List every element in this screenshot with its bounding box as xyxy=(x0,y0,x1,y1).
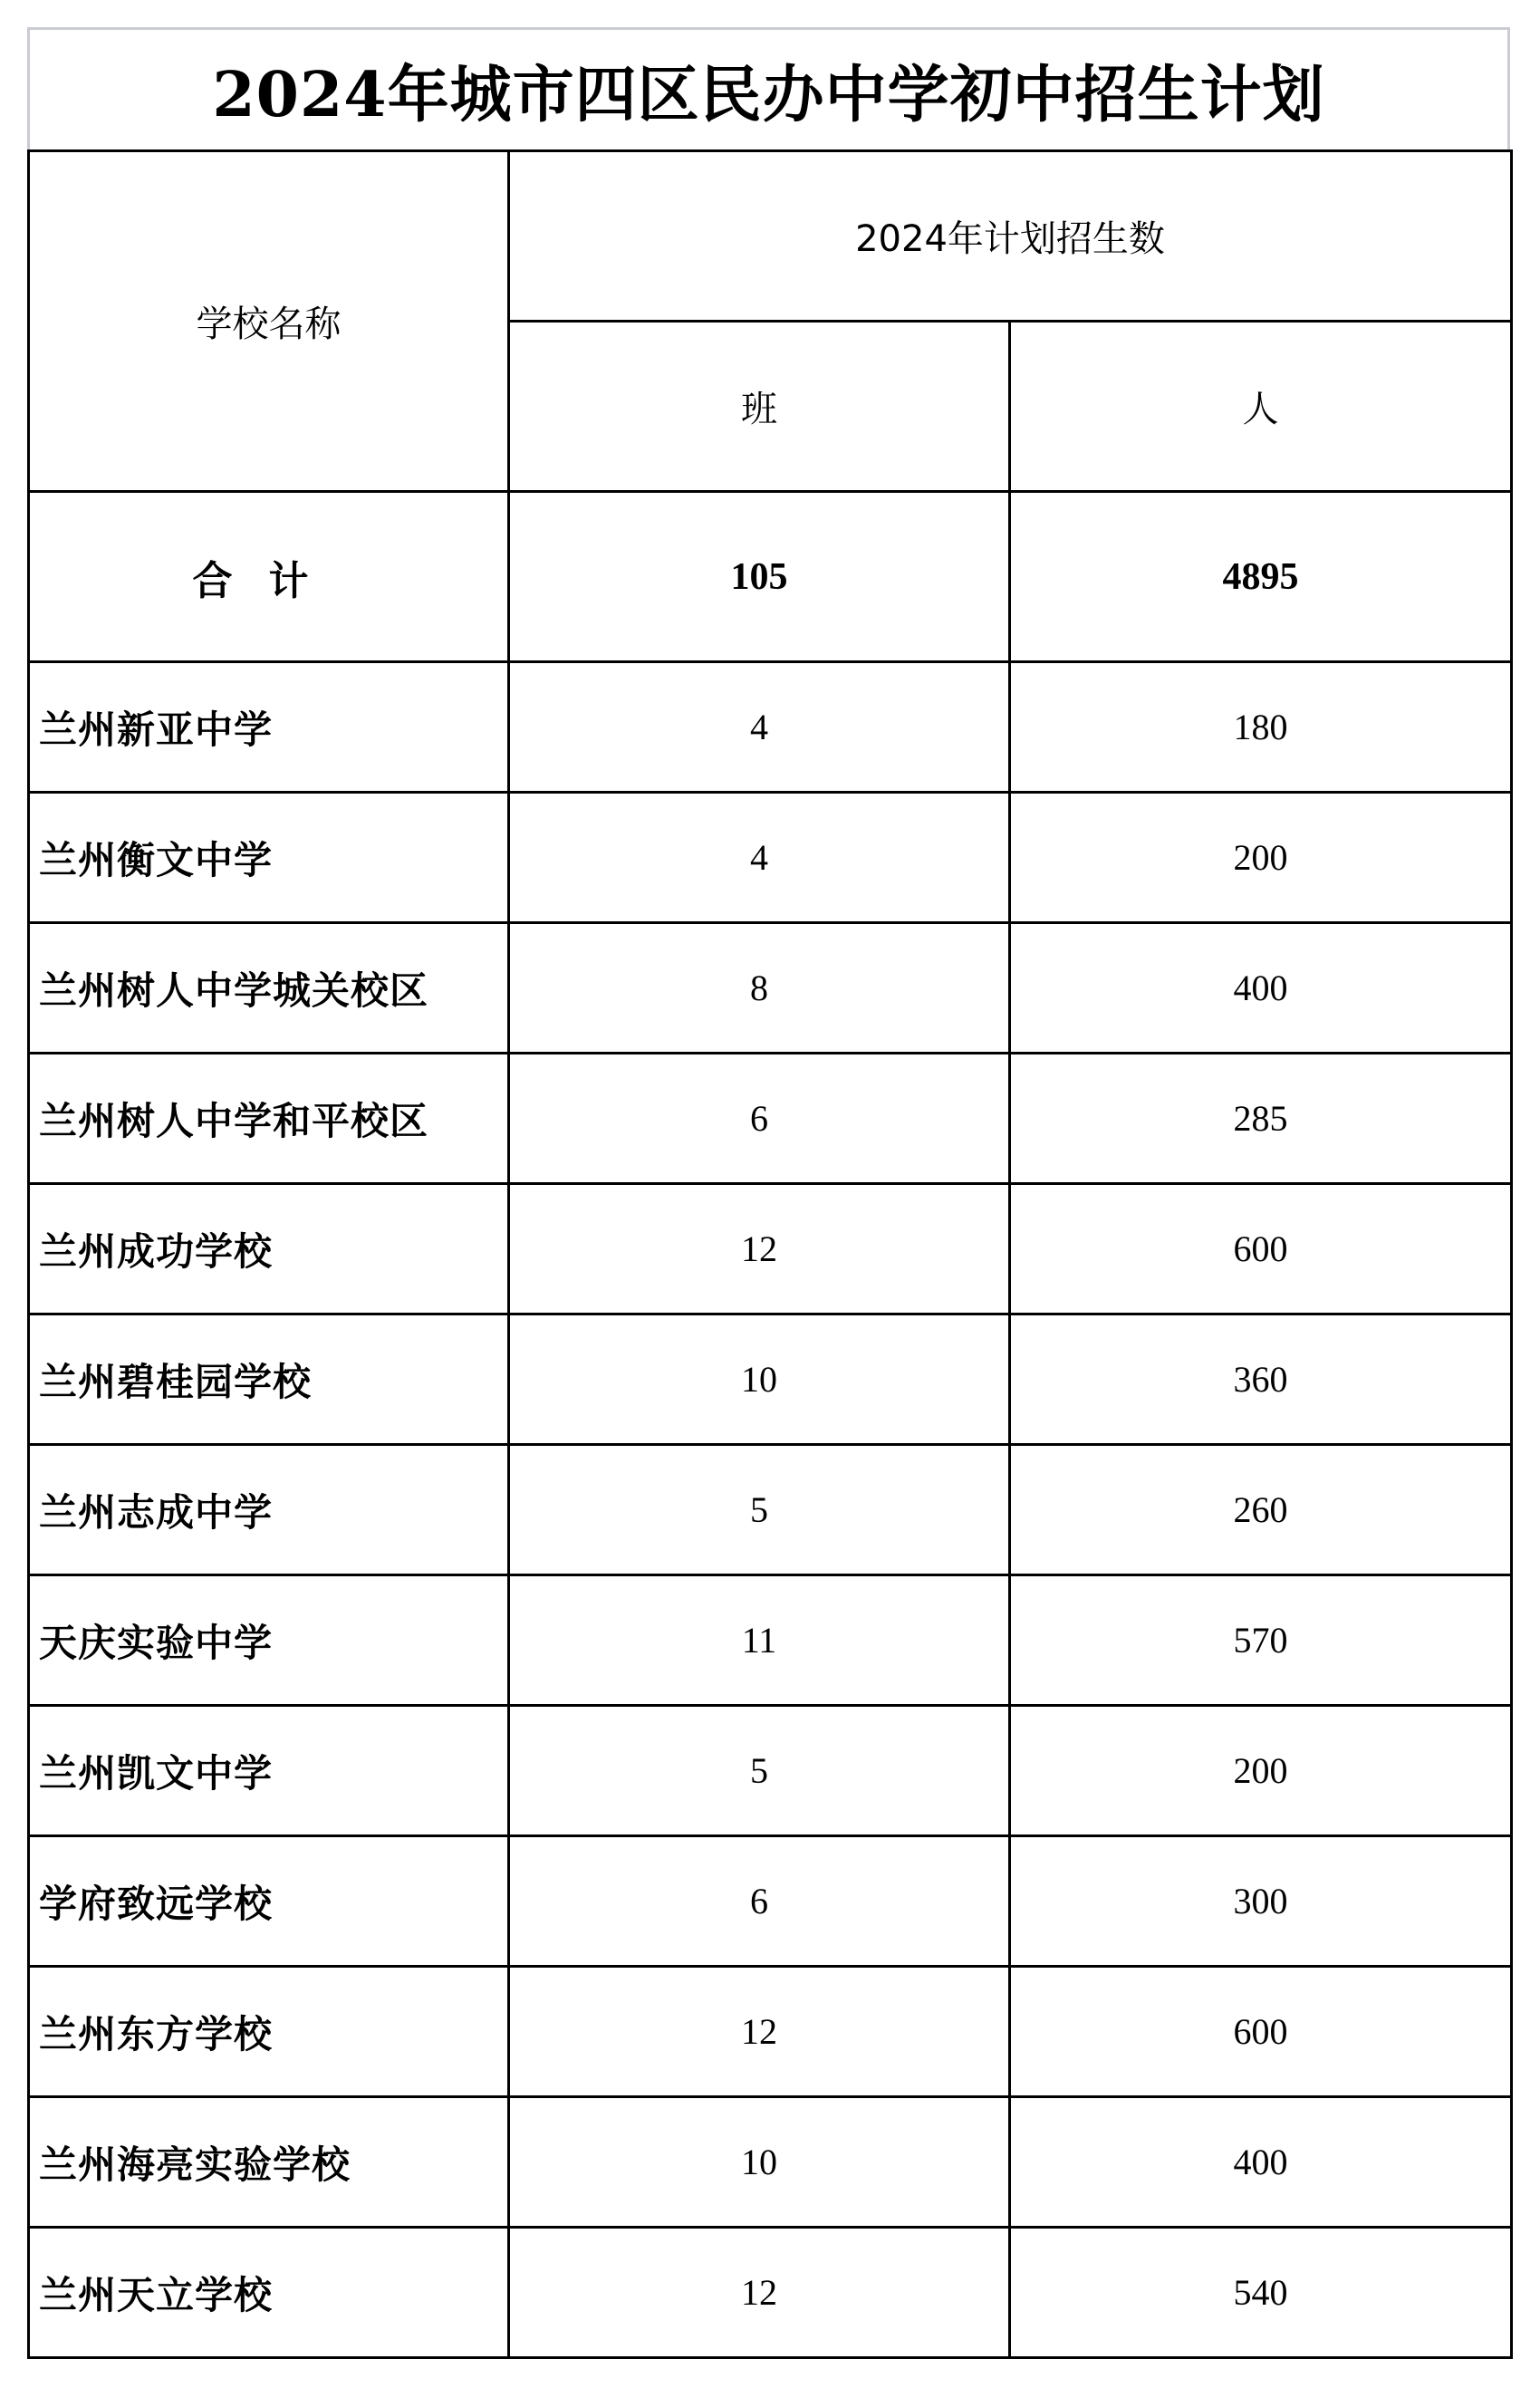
classes-cell: 10 xyxy=(509,2097,1010,2228)
people-cell: 400 xyxy=(1010,923,1512,1054)
header-row-1 xyxy=(29,151,1512,322)
table-row xyxy=(29,923,1512,1054)
school-name-cell xyxy=(29,1836,509,1967)
school-name-cell xyxy=(29,923,509,1054)
classes-cell: 11 xyxy=(509,1575,1010,1706)
total-people: 4895 xyxy=(1010,492,1512,662)
school-name-cell xyxy=(29,793,509,923)
school-name: 兰州树人中学和平校区 xyxy=(39,1098,429,1143)
table-row xyxy=(29,1836,1512,1967)
school-name-cell xyxy=(29,662,509,793)
people-cell: 600 xyxy=(1010,1967,1512,2097)
classes-cell: 6 xyxy=(509,1054,1010,1184)
school-name: 兰州树人中学城关校区 xyxy=(39,968,429,1013)
classes-cell: 10 xyxy=(509,1314,1010,1445)
school-name: 学府致远学校 xyxy=(39,1881,274,1926)
school-name: 兰州天立学校 xyxy=(39,2272,274,2317)
school-name-cell xyxy=(29,1575,509,1706)
header-classes: 班 xyxy=(509,322,1010,492)
classes-cell: 12 xyxy=(509,2228,1010,2358)
people-cell: 540 xyxy=(1010,2228,1512,2358)
classes-cell: 12 xyxy=(509,1967,1010,2097)
table-row xyxy=(29,1706,1512,1836)
people-cell: 600 xyxy=(1010,1184,1512,1314)
title-bar xyxy=(27,27,1510,149)
table-row xyxy=(29,1967,1512,2097)
school-name: 兰州碧桂园学校 xyxy=(39,1359,313,1404)
school-name: 兰州凯文中学 xyxy=(39,1750,274,1796)
people-cell: 285 xyxy=(1010,1054,1512,1184)
enrollment-table xyxy=(27,149,1513,2359)
school-name: 兰州新亚中学 xyxy=(39,707,274,752)
table-row xyxy=(29,2228,1512,2358)
table-row xyxy=(29,2097,1512,2228)
people-cell: 360 xyxy=(1010,1314,1512,1445)
total-row xyxy=(29,492,1512,662)
classes-cell: 12 xyxy=(509,1184,1010,1314)
school-name-cell xyxy=(29,2228,509,2358)
enrollment-plan-sheet xyxy=(27,27,1510,2359)
classes-cell: 8 xyxy=(509,923,1010,1054)
school-name-cell xyxy=(29,1706,509,1836)
total-label: 合计 xyxy=(29,492,509,662)
header-school-name: 学校名称 xyxy=(29,151,509,492)
school-name: 天庆实验中学 xyxy=(39,1620,274,1665)
table-row xyxy=(29,1184,1512,1314)
table-row xyxy=(29,1054,1512,1184)
classes-cell: 6 xyxy=(509,1836,1010,1967)
classes-cell: 4 xyxy=(509,793,1010,923)
school-name-cell xyxy=(29,2097,509,2228)
total-classes: 105 xyxy=(509,492,1010,662)
school-name-cell xyxy=(29,1314,509,1445)
table-row xyxy=(29,793,1512,923)
classes-cell: 5 xyxy=(509,1706,1010,1836)
school-name: 兰州东方学校 xyxy=(39,2011,274,2056)
school-name-cell xyxy=(29,1054,509,1184)
header-people: 人 xyxy=(1010,322,1512,492)
classes-cell: 5 xyxy=(509,1445,1010,1575)
people-cell: 400 xyxy=(1010,2097,1512,2228)
school-name: 兰州衡文中学 xyxy=(39,837,274,882)
header-plan: 2024年计划招生数 xyxy=(509,151,1512,322)
people-cell: 570 xyxy=(1010,1575,1512,1706)
school-name-cell xyxy=(29,1445,509,1575)
people-cell: 300 xyxy=(1010,1836,1512,1967)
table-row xyxy=(29,1314,1512,1445)
people-cell: 180 xyxy=(1010,662,1512,793)
school-name: 兰州志成中学 xyxy=(39,1489,274,1535)
classes-cell: 4 xyxy=(509,662,1010,793)
people-cell: 260 xyxy=(1010,1445,1512,1575)
table-row xyxy=(29,1575,1512,1706)
table-row xyxy=(29,662,1512,793)
school-name: 兰州海亮实验学校 xyxy=(39,2142,351,2187)
school-name-cell xyxy=(29,1184,509,1314)
school-name-cell xyxy=(29,1967,509,2097)
page-title: 2024年城市四区民办中学初中招生计划 xyxy=(212,58,1325,131)
people-cell: 200 xyxy=(1010,1706,1512,1836)
table-row xyxy=(29,1445,1512,1575)
school-name: 兰州成功学校 xyxy=(39,1228,274,1274)
people-cell: 200 xyxy=(1010,793,1512,923)
